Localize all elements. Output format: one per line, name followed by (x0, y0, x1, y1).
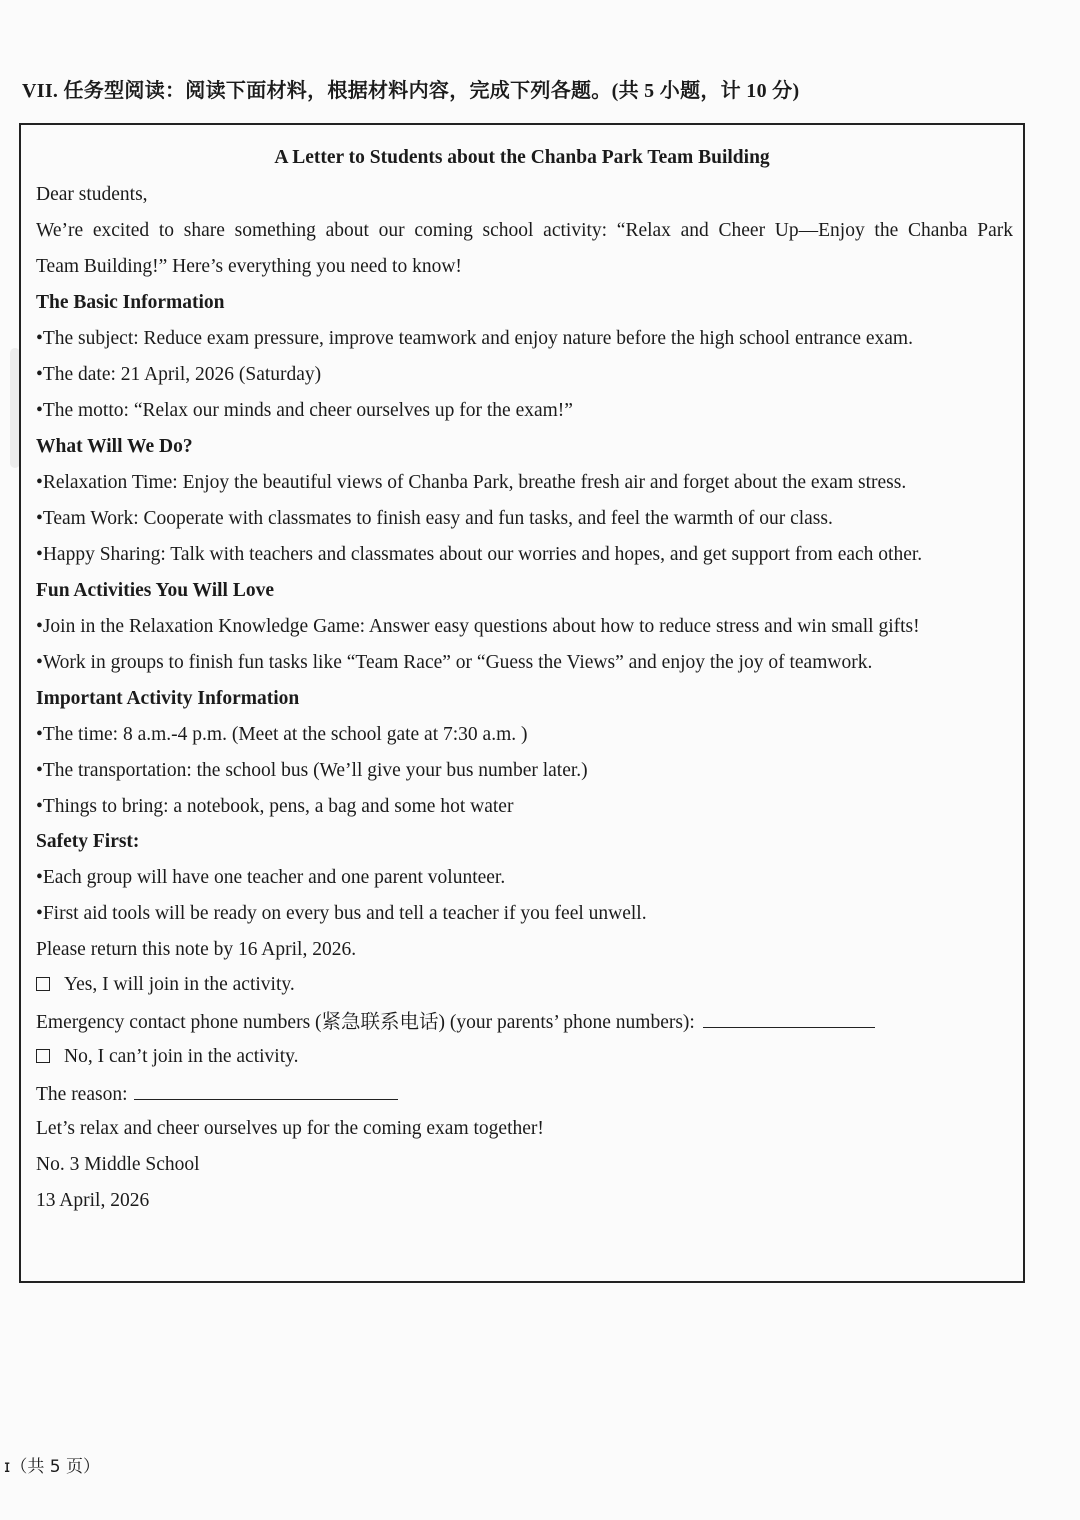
signature: No. 3 Middle School (36, 1154, 200, 1175)
letter-box (19, 123, 1025, 1283)
option-yes-label: Yes, I will join in the activity. (64, 974, 295, 995)
safety-heading: Safety First: (36, 831, 140, 852)
letter-title: A Letter to Students about the Chanba Park Team Building (274, 147, 770, 168)
what-we-do-heading: What Will We Do? (36, 436, 193, 457)
activity-info-heading: Important Activity Information (36, 688, 300, 709)
basic-info-subject: •The subject: Reduce exam pressure, improve teamwork and enjoy nature before the high school entrance exam. (36, 328, 913, 349)
reason-label: The reason: (36, 1084, 128, 1105)
what-we-do-teamwork: •Team Work: Cooperate with classmates to finish easy and fun tasks, and feel the warmth of our class. (36, 508, 833, 529)
emergency-row (36, 1009, 875, 1035)
closing: Let’s relax and cheer ourselves up for the coming exam together! (36, 1118, 544, 1139)
safety-first-aid: •First aid tools will be ready on every bus and tell a teacher if you feel unwell. (36, 903, 647, 924)
intro-line-1: We’re excited to share something about our coming school activity: “Relax and Cheer Up—Enjoy the Chanba Park (36, 220, 1013, 241)
fun-activity-game: •Join in the Relaxation Knowledge Game: Answer easy questions about how to reduce stress and win small gifts! (36, 616, 920, 637)
what-we-do-sharing: •Happy Sharing: Talk with teachers and classmates about our worries and hopes, and get support from each other. (36, 544, 923, 565)
basic-info-motto: •The motto: “Relax our minds and cheer ourselves up for the exam!” (36, 400, 573, 421)
activity-info-things: •Things to bring: a notebook, pens, a bag and some hot water (36, 796, 514, 817)
emergency-label: Emergency contact phone numbers (紧急联系电话) (your parents’ phone numbers): (36, 1012, 695, 1033)
no-checkbox[interactable] (36, 1049, 50, 1063)
reason-row (36, 1081, 398, 1107)
safety-group: •Each group will have one teacher and one parent volunteer. (36, 867, 506, 888)
reason-field[interactable] (134, 1081, 398, 1100)
basic-info-heading: The Basic Information (36, 292, 225, 313)
page-footer: ɪ（共 5 页） (4, 1457, 100, 1477)
basic-info-date: •The date: 21 April, 2026 (Saturday) (36, 364, 322, 385)
activity-info-transport: •The transportation: the school bus (We’ll give your bus number later.) (36, 760, 588, 781)
fun-activities-heading: Fun Activities You Will Love (36, 580, 274, 601)
yes-checkbox[interactable] (36, 977, 50, 991)
fun-activity-groups: •Work in groups to finish fun tasks like “Team Race” or “Guess the Views” and enjoy the joy of teamwork. (36, 652, 873, 673)
emergency-phone-field[interactable] (703, 1009, 875, 1028)
option-no-label: No, I can’t join in the activity. (64, 1046, 299, 1067)
option-yes-row (36, 973, 295, 997)
return-note: Please return this note by 16 April, 2026. (36, 939, 357, 960)
option-no-row (36, 1045, 299, 1069)
intro-line-2: Team Building!” Here’s everything you need to know! (36, 256, 462, 277)
what-we-do-relaxation: •Relaxation Time: Enjoy the beautiful views of Chanba Park, breathe fresh air and forget about the exam stress. (36, 472, 907, 493)
section-header: VII. 任务型阅读：阅读下面材料，根据材料内容，完成下列各题。(共 5 小题，计 10 分) (22, 80, 800, 102)
activity-info-time: •The time: 8 a.m.-4 p.m. (Meet at the school gate at 7:30 a.m. ) (36, 724, 528, 745)
greeting: Dear students, (36, 184, 148, 205)
letter-date: 13 April, 2026 (36, 1190, 150, 1211)
